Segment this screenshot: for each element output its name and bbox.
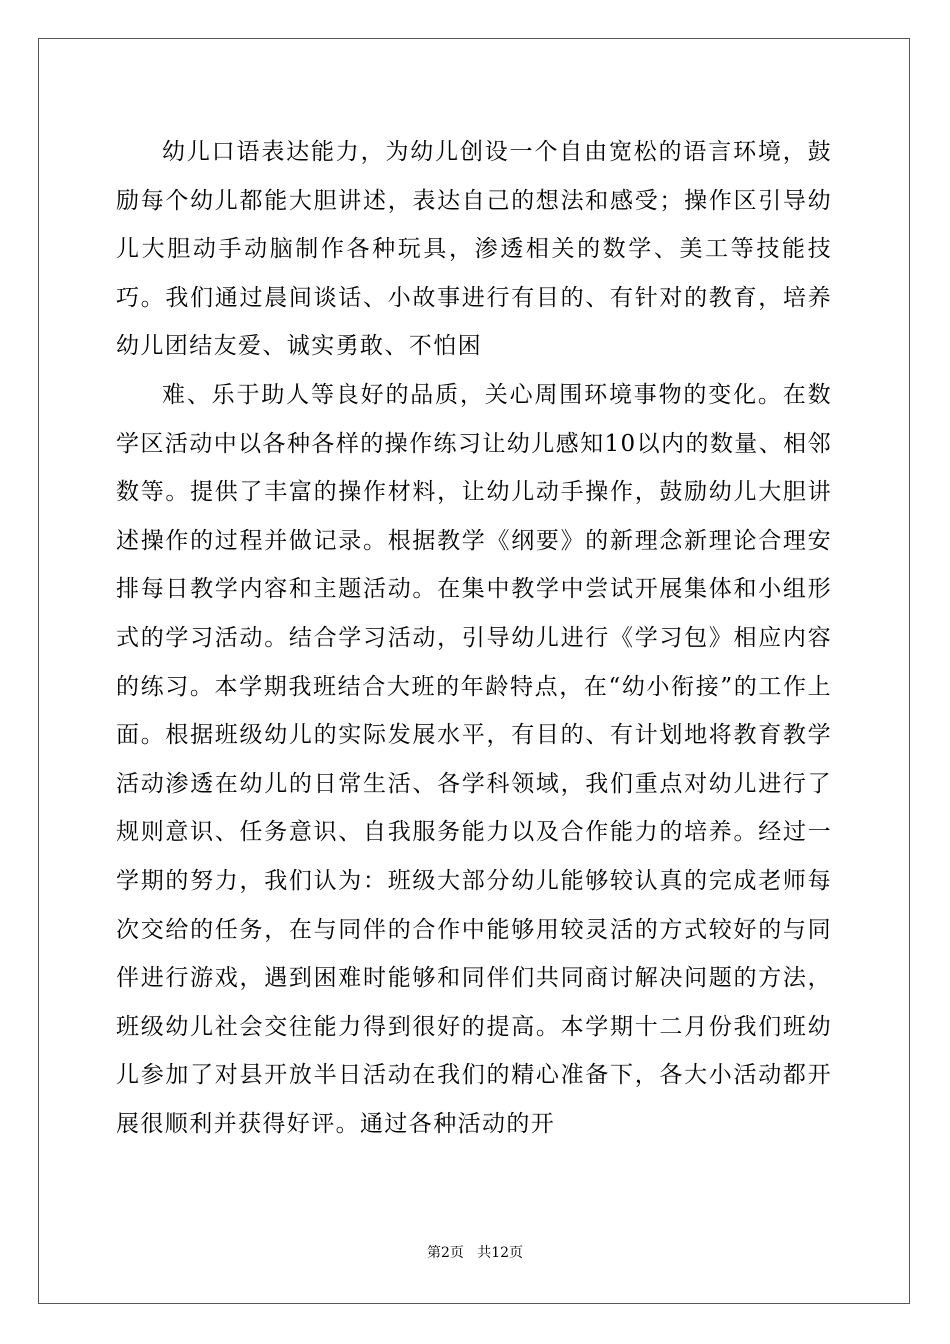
page-number-footer: 第2页 共12页: [426, 1245, 524, 1261]
paragraph-1: 幼儿口语表达能力，为幼儿创设一个自由宽松的语言环境，鼓励每个幼儿都能大胆讲述，表达自己的想法和感受；操作区引导幼儿大胆动手动脑制作各种玩具，渗透相关的数学、美工等技能技巧。我们通过晨间谈话、小故事进行有目的、有针对的教育，培养幼儿团结友爱、诚实勇敢、不怕困: [116, 139, 832, 360]
document-body: [116, 128, 832, 1148]
paragraph-2: 难、乐于助人等良好的品质，关心周围环境事物的变化。在数学区活动中以各种各样的操作练习让幼儿感知10以内的数量、相邻数等。提供了丰富的操作材料，让幼儿动手操作，鼓励幼儿大胆讲述操作的过程并做记录。根据教学《纲要》的新理念新理论合理安排每日教学内容和主题活动。在集中教学中尝试开展集体和小组形式的学习活动。结合学习活动，引导幼儿进行《学习包》相应内容的练习。本学期我班结合大班的年龄特点，在“幼小衔接”的工作上面。根据班级幼儿的实际发展水平，有目的、有计划地将教育教学活动渗透在幼儿的日常生活、各学科领域，我们重点对幼儿进行了规则意识、任务意识、自我服务能力以及合作能力的培养。经过一学期的努力，我们认为：班级大部分幼儿能够较认真的完成老师每次交给的任务，在与同伴的合作中能够用较灵活的方式较好的与同伴进行游戏，遇到困难时能够和同伴们共同商讨解决问题的方法，班级幼儿社会交往能力得到很好的提高。本学期十二月份我们班幼儿参加了对县开放半日活动在我们的精心准备下，各大小活动都开展很顺利并获得好评。通过各种活动的开: [116, 381, 832, 1137]
